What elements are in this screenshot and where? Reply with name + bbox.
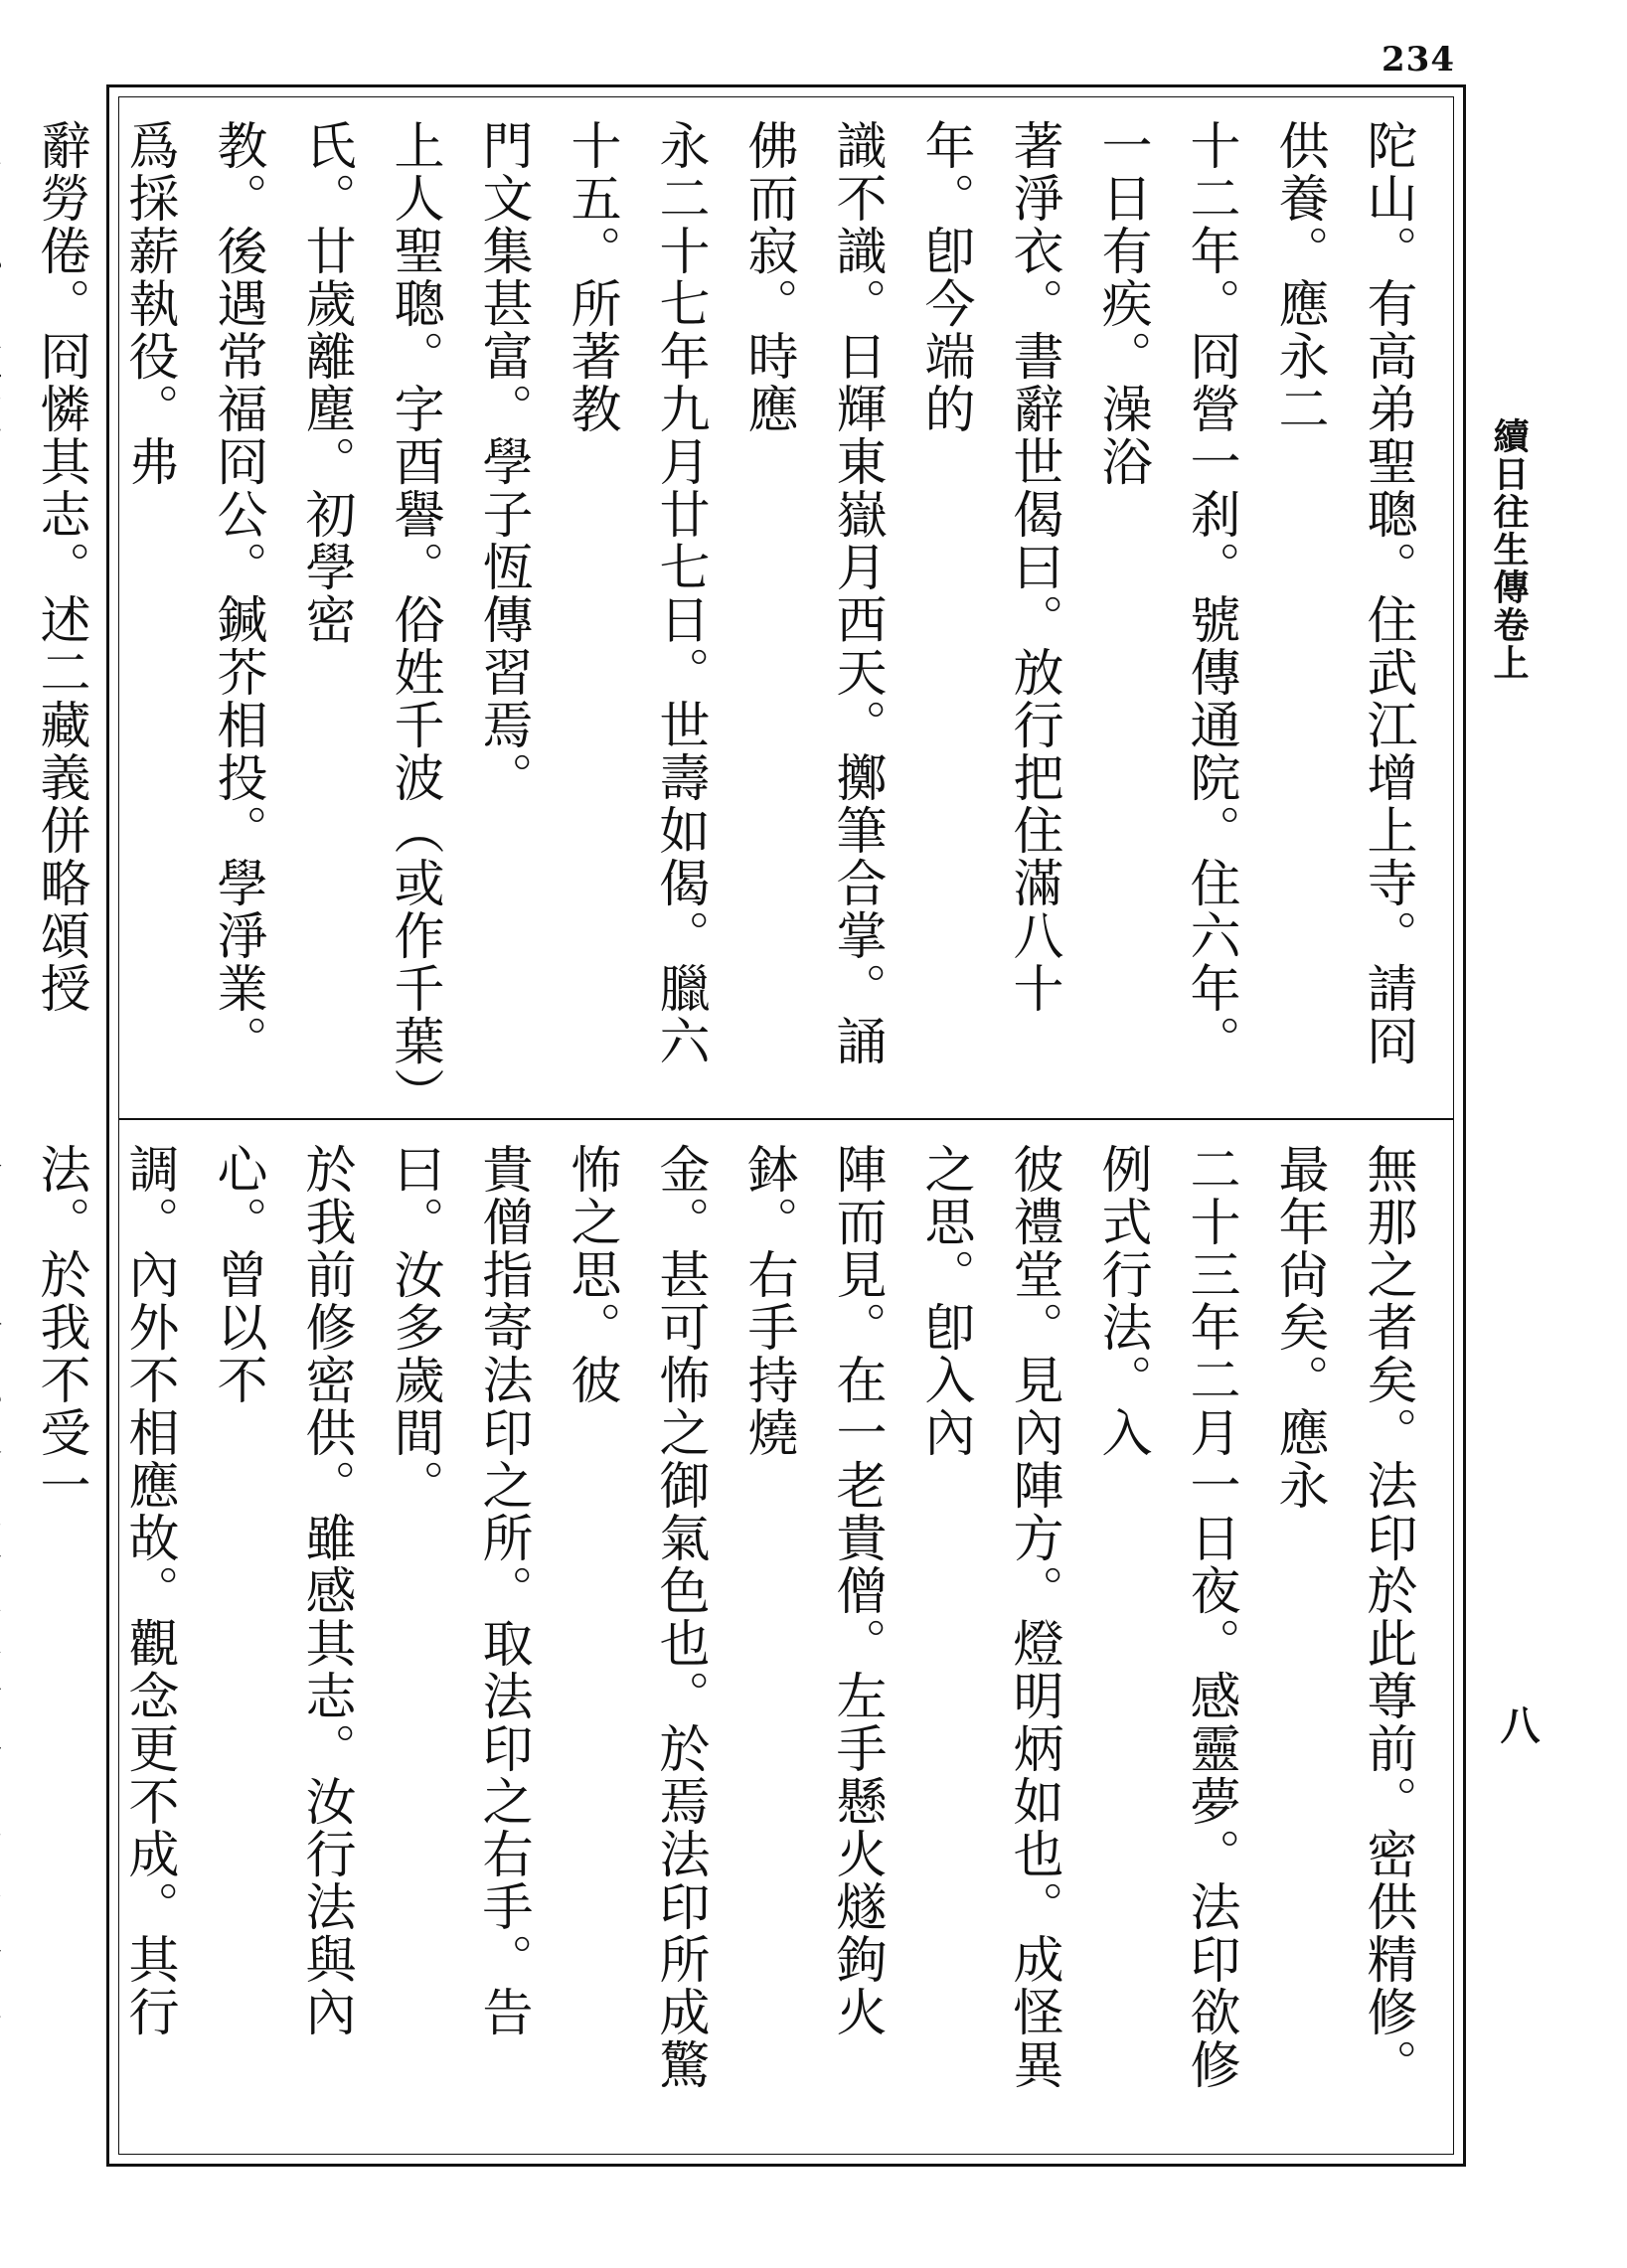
lower-text-block: 無那之者矣。法印於此尊前。密供精修。最年尙矣。應永 二十三年二月一日夜。感靈夢。法印欲修例式行法。入 彼禮堂。見內陣方。燈明炳如也。成怪異之思。卽入內 陣而見。在一老貴僧。左手懸火燧鉤火鉢。右手持燒 金。甚可怖之御氣色也。於焉法印所成驚怖之思。彼 貴僧指寄法印之所。取法印之右手。告曰。汝多歲間。 於我前修密供。雖感其志。汝行法與內心。曾以不 調。內外不相應故。觀念更不成。其行法。於我不受一 bbox=[31, 1143, 1416, 2091]
section-divider bbox=[118, 1118, 1454, 1120]
folio-marker: 八 bbox=[1494, 1704, 1541, 1744]
upper-text-block: 陀山。有高弟聖聰。住武江增上寺。請冏供養。應永二 十二年。冏營一刹。號傳通院。住六年。一日有疾。澡浴 著淨衣。書辭世偈曰。放行把住滿八十年。卽今端的 識不識。日輝東嶽月西天。擲筆合掌。誦佛而寂。時應 永二十七年九月廿七日。世壽如偈。臘六十五。所著教 門文集甚富。學子恆傳習焉。 上人聖聰。字酉譽。俗姓千波（或作千葉）氏。廿歲離塵。初學密 教。後遇常福冏公。鍼芥相投。學淨業。爲採薪執役。弗 辭勞倦。冏憐其志。述二藏義併略頌授 bbox=[31, 119, 1416, 1095]
page-number: 234 bbox=[1382, 40, 1455, 80]
running-head-title: 續日往生傳卷上 bbox=[1488, 417, 1530, 682]
